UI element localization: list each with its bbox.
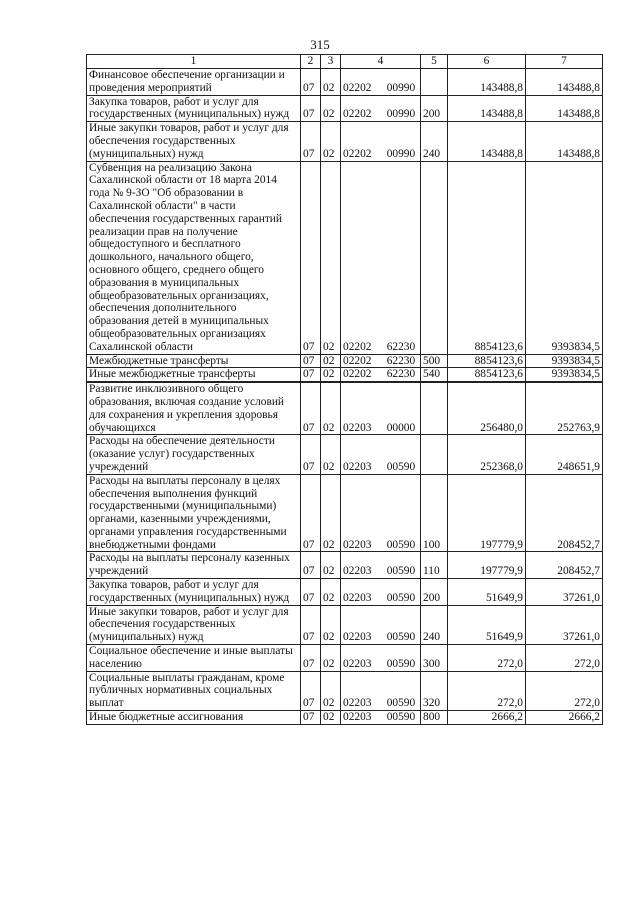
target-article-cell — [341, 161, 421, 354]
expense-name-cell: Закупка товаров, работ и услуг для государственных (муниципальных) нужд — [87, 95, 301, 122]
section-code-cell: 07 — [301, 95, 321, 122]
table-row — [87, 122, 603, 161]
section-code-cell: 07 — [301, 382, 321, 435]
subsection-code-cell: 02 — [321, 711, 341, 725]
subsection-code-cell: 02 — [321, 122, 341, 161]
amount-year2-cell: 37261,0 — [526, 579, 603, 606]
amount-year2-cell: 208452,7 — [526, 474, 603, 552]
section-code-cell: 07 — [301, 354, 321, 368]
expense-name-cell: Иные бюджетные ассигнования — [87, 711, 301, 725]
table-row — [87, 368, 603, 382]
expense-type-cell: 320 — [421, 671, 448, 710]
expense-name-cell: Развитие инклюзивного общего образования, включая создание условий для сохранения и укрепления здоровья обучающихся — [87, 382, 301, 435]
subsection-code-cell: 02 — [321, 645, 341, 672]
target-article-cell — [341, 645, 421, 672]
target-program-code: 02202 — [343, 340, 372, 353]
expense-name-cell: Расходы на обеспечение деятельности (оказание услуг) государственных учреждений — [87, 435, 301, 474]
subsection-code-cell: 02 — [321, 671, 341, 710]
target-article-cell — [341, 579, 421, 606]
target-program-code: 02203 — [343, 460, 372, 473]
amount-year1-cell: 143488,8 — [448, 69, 526, 96]
subsection-code-cell: 02 — [321, 382, 341, 435]
target-direction-code: 00590 — [386, 657, 416, 670]
target-article-cell — [341, 474, 421, 552]
expense-type-cell: 500 — [421, 354, 448, 368]
column-number-header: 1 — [87, 55, 301, 69]
amount-year1-cell: 143488,8 — [448, 122, 526, 161]
subsection-code-cell: 02 — [321, 69, 341, 96]
amount-year2-cell: 143488,8 — [526, 69, 603, 96]
subsection-code-cell: 02 — [321, 161, 341, 354]
section-code-cell: 07 — [301, 69, 321, 96]
target-program-code: 02203 — [343, 631, 372, 644]
target-article-cell — [341, 382, 421, 435]
target-article-cell — [341, 368, 421, 382]
amount-year1-cell: 51649,9 — [448, 605, 526, 644]
target-article-cell — [341, 122, 421, 161]
section-code-cell: 07 — [301, 122, 321, 161]
expense-type-cell — [421, 69, 448, 96]
expense-name-cell: Иные закупки товаров, работ и услуг для обеспечения государственных (муниципальных) нужд — [87, 122, 301, 161]
table-row — [87, 671, 603, 710]
target-program-code: 02202 — [343, 368, 372, 381]
column-number-header: 7 — [526, 55, 603, 69]
section-code-cell: 07 — [301, 161, 321, 354]
expense-type-cell: 300 — [421, 645, 448, 672]
expense-name-cell: Межбюджетные трансферты — [87, 354, 301, 368]
section-code-cell: 07 — [301, 605, 321, 644]
table-row — [87, 605, 603, 644]
table-row — [87, 552, 603, 579]
amount-year1-cell: 51649,9 — [448, 579, 526, 606]
target-article-cell — [341, 605, 421, 644]
expense-type-cell — [421, 435, 448, 474]
amount-year2-cell: 9393834,5 — [526, 368, 603, 382]
subsection-code-cell: 02 — [321, 435, 341, 474]
target-article-cell — [341, 69, 421, 96]
amount-year2-cell: 272,0 — [526, 671, 603, 710]
section-code-cell: 07 — [301, 435, 321, 474]
amount-year1-cell: 272,0 — [448, 671, 526, 710]
target-program-code: 02203 — [343, 538, 372, 551]
section-code-cell: 07 — [301, 645, 321, 672]
amount-year2-cell: 208452,7 — [526, 552, 603, 579]
expense-name-cell: Субвенция на реализацию Закона Сахалинской области от 18 марта 2014 года № 9-ЗО "Об образовании в Сахалинской области" в части обеспечения государственных гарантий реализации прав на получение общедоступного и бесплатного дошкольного, начального общего, основного общего, среднего общего образования в муниципальных общеобразовательных организациях, обеспечения дополнительного образования детей в муниципальных общеобразовательных организациях Сахалинской области — [87, 161, 301, 354]
target-program-code: 02202 — [343, 354, 372, 367]
expense-name-cell: Иные межбюджетные трансферты — [87, 368, 301, 382]
target-direction-code: 00590 — [386, 697, 416, 710]
expense-name-cell: Иные закупки товаров, работ и услуг для обеспечения государственных (муниципальных) нужд — [87, 605, 301, 644]
target-direction-code: 00590 — [386, 631, 416, 644]
target-article-cell — [341, 711, 421, 725]
target-program-code: 02203 — [343, 711, 372, 724]
expense-name-cell: Закупка товаров, работ и услуг для государственных (муниципальных) нужд — [87, 579, 301, 606]
target-direction-code: 00990 — [386, 81, 416, 94]
section-code-cell: 07 — [301, 579, 321, 606]
amount-year1-cell: 2666,2 — [448, 711, 526, 725]
column-number-header: 3 — [321, 55, 341, 69]
subsection-code-cell: 02 — [321, 354, 341, 368]
expense-type-cell: 200 — [421, 579, 448, 606]
table-row — [87, 711, 603, 725]
subsection-code-cell: 02 — [321, 579, 341, 606]
table-header-row — [87, 55, 603, 69]
target-article-cell — [341, 435, 421, 474]
amount-year1-cell: 8854123,6 — [448, 368, 526, 382]
target-direction-code: 00590 — [386, 591, 416, 604]
target-direction-code: 00990 — [386, 108, 416, 121]
target-direction-code: 00590 — [386, 460, 416, 473]
expense-type-cell: 540 — [421, 368, 448, 382]
target-program-code: 02203 — [343, 421, 372, 434]
amount-year2-cell: 248651,9 — [526, 435, 603, 474]
target-program-code: 02202 — [343, 108, 372, 121]
expense-type-cell: 240 — [421, 605, 448, 644]
amount-year2-cell: 143488,8 — [526, 95, 603, 122]
target-program-code: 02203 — [343, 565, 372, 578]
target-direction-code: 62230 — [386, 368, 416, 381]
section-code-cell: 07 — [301, 671, 321, 710]
section-code-cell: 07 — [301, 474, 321, 552]
column-number-header: 5 — [421, 55, 448, 69]
target-article-cell — [341, 95, 421, 122]
expense-name-cell: Социальные выплаты гражданам, кроме публичных нормативных социальных выплат — [87, 671, 301, 710]
target-program-code: 02203 — [343, 697, 372, 710]
amount-year1-cell: 197779,9 — [448, 474, 526, 552]
expense-type-cell — [421, 161, 448, 354]
target-article-cell — [341, 671, 421, 710]
target-program-code: 02202 — [343, 147, 372, 160]
target-program-code: 02203 — [343, 591, 372, 604]
target-direction-code: 00590 — [386, 565, 416, 578]
table-row — [87, 161, 603, 354]
amount-year1-cell: 272,0 — [448, 645, 526, 672]
table-row — [87, 474, 603, 552]
budget-table — [86, 54, 603, 725]
target-direction-code: 00590 — [386, 711, 416, 724]
amount-year1-cell: 8854123,6 — [448, 161, 526, 354]
target-program-code: 02202 — [343, 81, 372, 94]
table-row — [87, 354, 603, 368]
amount-year1-cell: 143488,8 — [448, 95, 526, 122]
section-code-cell: 07 — [301, 711, 321, 725]
expense-type-cell — [421, 382, 448, 435]
column-number-header: 6 — [448, 55, 526, 69]
column-number-header: 4 — [341, 55, 421, 69]
page-number: 315 — [310, 37, 330, 52]
subsection-code-cell: 02 — [321, 552, 341, 579]
column-number-header: 2 — [301, 55, 321, 69]
amount-year1-cell: 197779,9 — [448, 552, 526, 579]
target-direction-code: 62230 — [386, 354, 416, 367]
expense-name-cell: Социальное обеспечение и иные выплаты населению — [87, 645, 301, 672]
expense-type-cell: 800 — [421, 711, 448, 725]
subsection-code-cell: 02 — [321, 605, 341, 644]
expense-type-cell: 240 — [421, 122, 448, 161]
expense-name-cell: Расходы на выплаты персоналу в целях обеспечения выполнения функций государственными (муниципальными) органами, казенными учреждениями, органами управления государственными внебюджетными фондами — [87, 474, 301, 552]
expense-type-cell: 200 — [421, 95, 448, 122]
amount-year2-cell: 2666,2 — [526, 711, 603, 725]
amount-year1-cell: 256480,0 — [448, 382, 526, 435]
expense-name-cell: Финансовое обеспечение организации и проведения мероприятий — [87, 69, 301, 96]
target-direction-code: 00590 — [386, 538, 416, 551]
subsection-code-cell: 02 — [321, 474, 341, 552]
table-row — [87, 95, 603, 122]
target-program-code: 02203 — [343, 657, 372, 670]
expense-type-cell: 100 — [421, 474, 448, 552]
table-row — [87, 579, 603, 606]
expense-type-cell: 110 — [421, 552, 448, 579]
target-direction-code: 00000 — [386, 421, 416, 434]
amount-year1-cell: 8854123,6 — [448, 354, 526, 368]
amount-year2-cell: 143488,8 — [526, 122, 603, 161]
section-code-cell: 07 — [301, 552, 321, 579]
expense-name-cell: Расходы на выплаты персоналу казенных учреждений — [87, 552, 301, 579]
target-direction-code: 62230 — [386, 340, 416, 353]
amount-year1-cell: 252368,0 — [448, 435, 526, 474]
table-row — [87, 645, 603, 672]
target-article-cell — [341, 354, 421, 368]
target-article-cell — [341, 552, 421, 579]
amount-year2-cell: 37261,0 — [526, 605, 603, 644]
amount-year2-cell: 9393834,5 — [526, 354, 603, 368]
amount-year2-cell: 272,0 — [526, 645, 603, 672]
table-row — [87, 435, 603, 474]
table-row — [87, 69, 603, 96]
table-row — [87, 382, 603, 435]
amount-year2-cell: 9393834,5 — [526, 161, 603, 354]
amount-year2-cell: 252763,9 — [526, 382, 603, 435]
section-code-cell: 07 — [301, 368, 321, 382]
subsection-code-cell: 02 — [321, 95, 341, 122]
target-direction-code: 00990 — [386, 147, 416, 160]
subsection-code-cell: 02 — [321, 368, 341, 382]
